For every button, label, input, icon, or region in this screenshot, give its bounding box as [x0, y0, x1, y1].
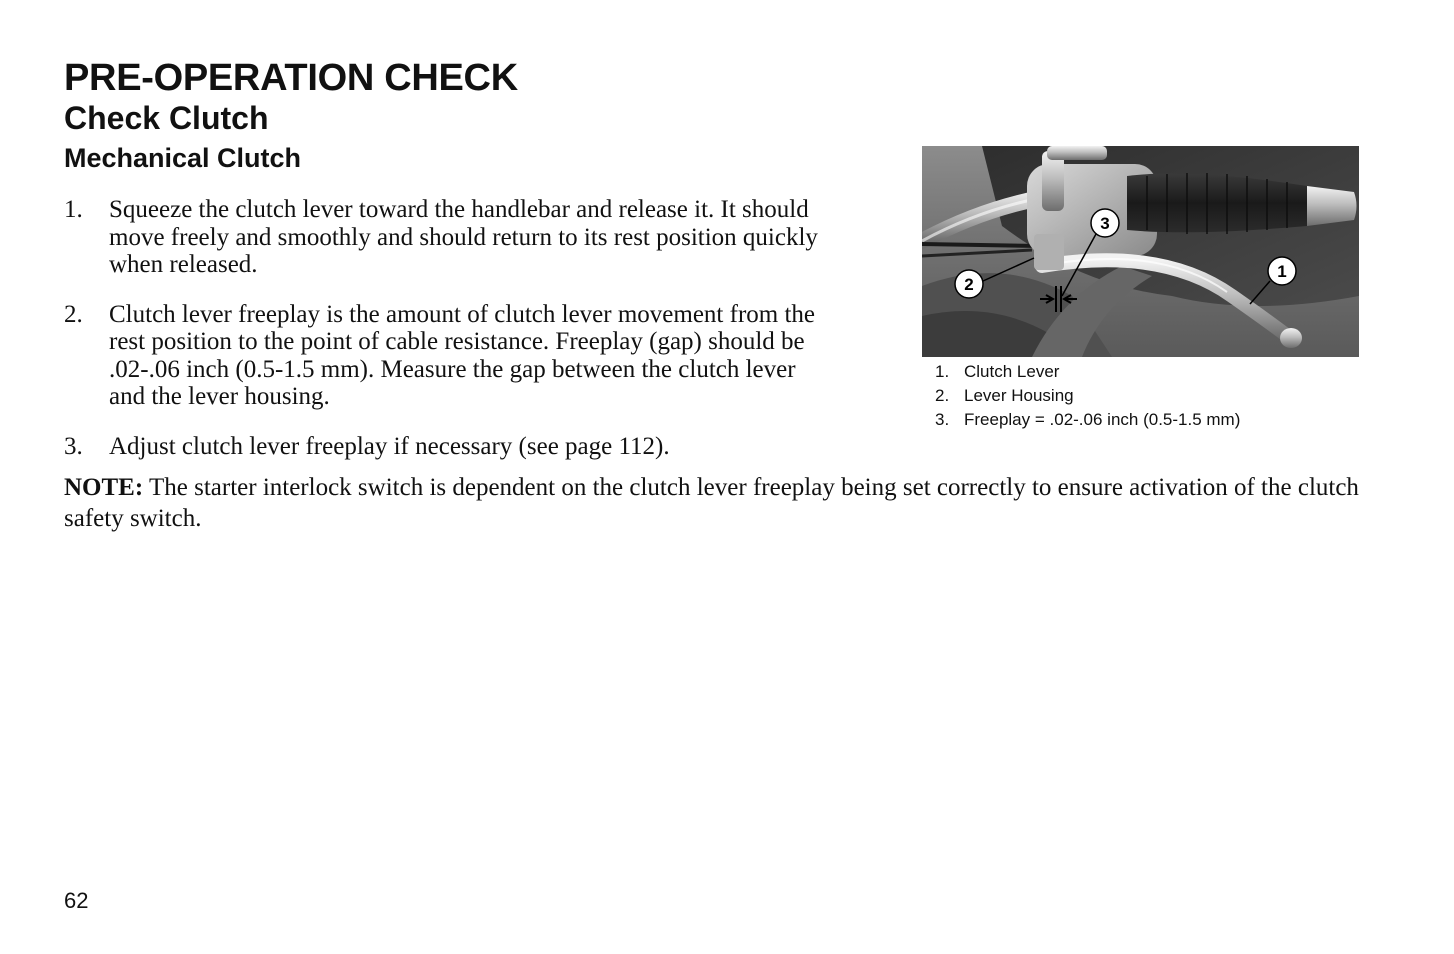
steps-list	[64, 196, 824, 482]
page-title: PRE-OPERATION CHECK	[64, 57, 518, 99]
callout-3	[1091, 209, 1119, 237]
caption-item	[935, 384, 1240, 408]
section-title: Check Clutch	[64, 100, 269, 136]
step-text: Squeeze the clutch lever toward the handlebar and release it. It should move freely and smoothly and should return to its rest position quickly when released.	[109, 196, 818, 278]
caption-number: 3.	[935, 410, 950, 429]
callout-3-label: 3	[1100, 214, 1110, 233]
note-label: NOTE:	[64, 474, 144, 501]
clutch-lever-photo	[922, 146, 1359, 357]
step-item	[64, 433, 824, 461]
callout-2	[955, 270, 983, 298]
callout-1-label: 1	[1277, 262, 1287, 281]
caption-item	[935, 408, 1240, 432]
caption-number: 2.	[935, 386, 950, 405]
step-text: Adjust clutch lever freeplay if necessary (see page 112).	[109, 432, 670, 460]
caption-item	[935, 360, 1240, 384]
step-number: 2.	[64, 300, 83, 328]
caption-text: Freeplay = .02-.06 inch (0.5-1.5 mm)	[964, 410, 1241, 429]
note-text: The starter interlock switch is dependent on the clutch lever freeplay being set correctly to ensure activation of the clutch safety switch.	[64, 474, 1359, 532]
caption-text: Lever Housing	[964, 386, 1074, 405]
subsection-title: Mechanical Clutch	[64, 143, 302, 173]
caption-number: 1.	[935, 362, 950, 381]
step-text: Clutch lever freeplay is the amount of clutch lever movement from the rest position to the point of cable resistance. Freeplay (gap) should be .02-.06 inch (0.5-1.5 mm). Measure the gap between the clutch lever and the lever housing.	[109, 300, 816, 410]
step-item	[64, 301, 824, 411]
step-number: 1.	[64, 196, 83, 223]
step-item	[64, 196, 824, 279]
note-paragraph	[64, 472, 1374, 534]
callout-1	[1268, 257, 1296, 285]
caption-text: Clutch Lever	[964, 362, 1060, 381]
callout-2-label: 2	[964, 275, 974, 294]
page-number: 62	[64, 888, 89, 913]
step-number: 3.	[64, 432, 83, 460]
figure-captions	[935, 360, 1240, 432]
